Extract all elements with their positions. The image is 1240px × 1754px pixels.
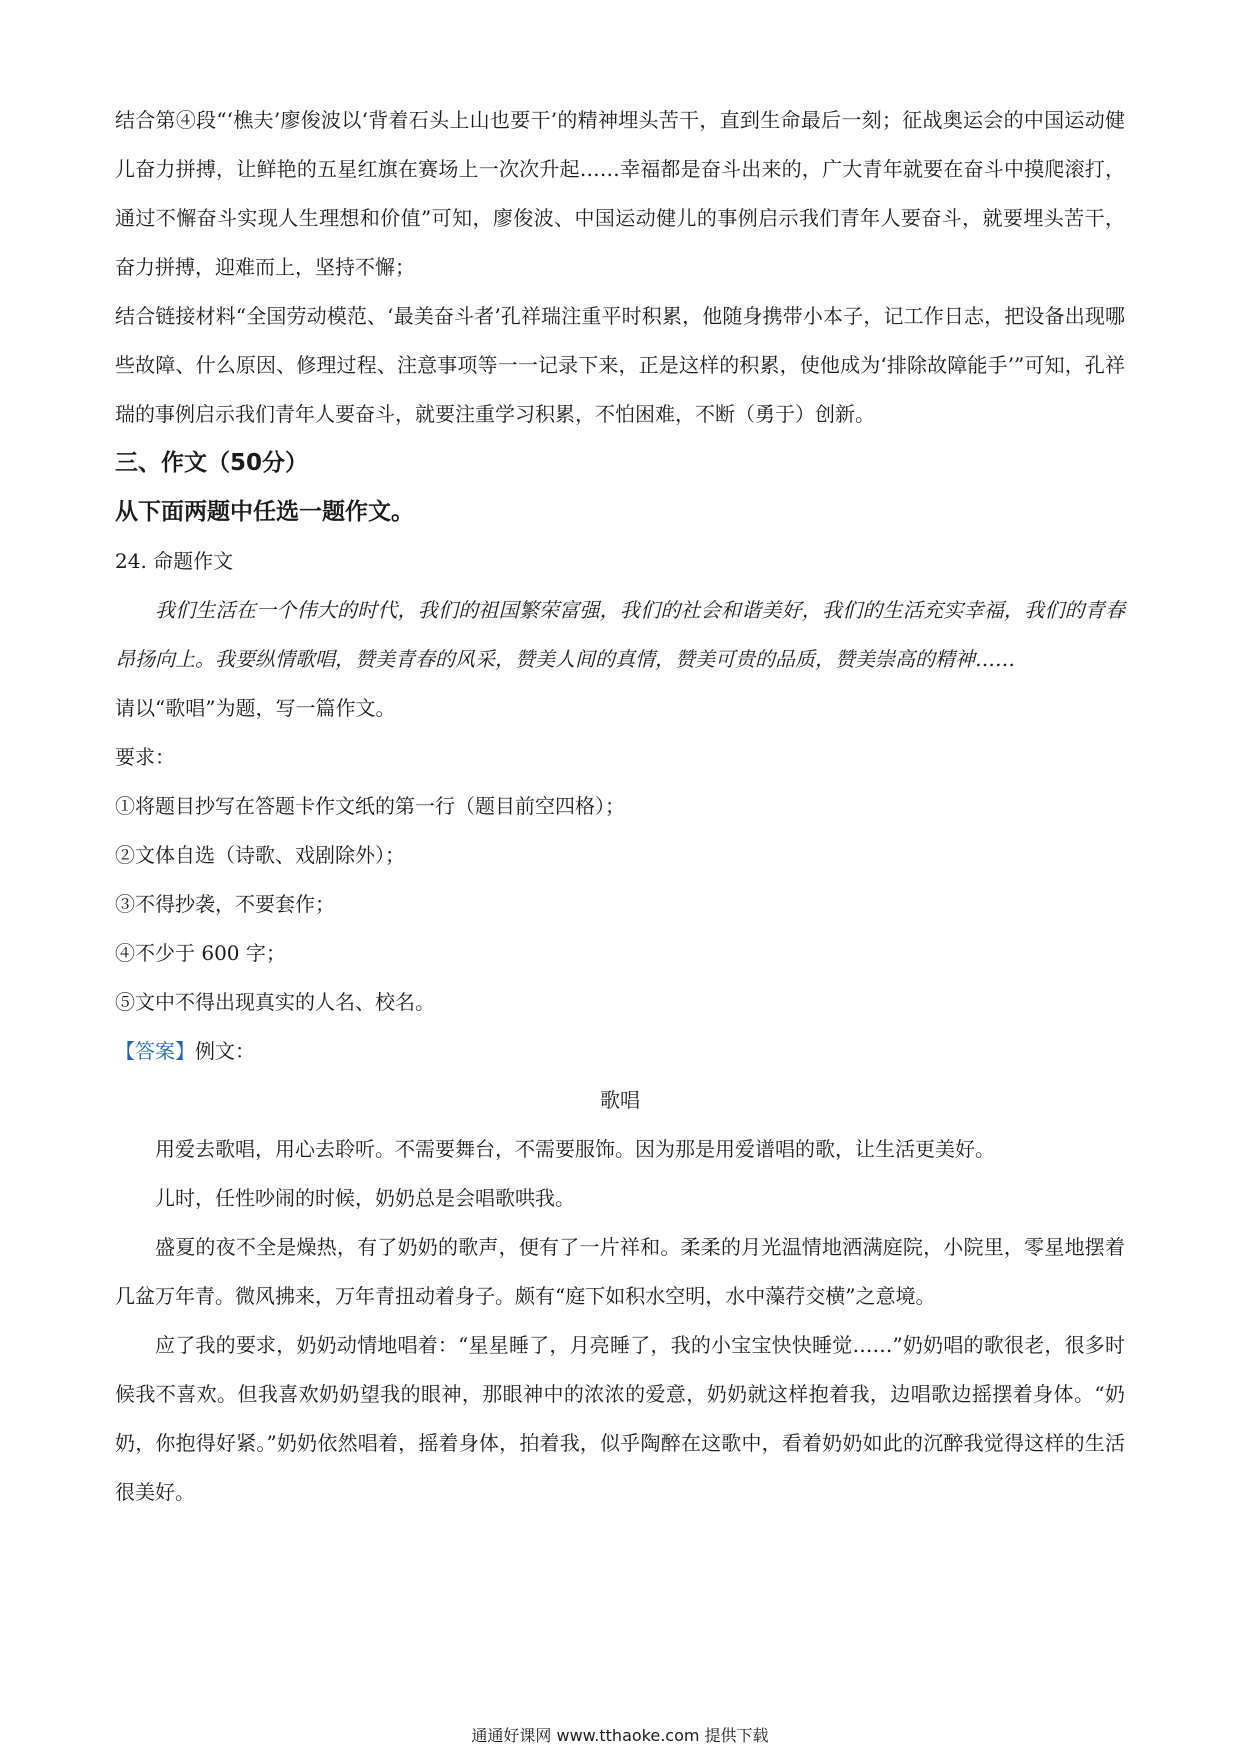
answer-label: 例文：	[195, 1039, 255, 1063]
requirement-item: ④不少于 600 字；	[115, 941, 286, 965]
analysis-paragraph-2: 结合链接材料“全国劳动模范、‘最美奋斗者’孔祥瑞注重平时积累，他随身携带小本子，记工作日志，把设备出现哪些故障、什么原因、修理过程、注意事项等一一记录下来，正是这样的积累，使他成为‘排除故障能手’”可知，孔祥瑞的事例启示我们青年人要奋斗，就要注重学习积累，不怕困难，不断（勇于）创新。	[115, 304, 1125, 426]
requirement-item: ①将题目抄写在答题卡作文纸的第一行（题目前空四格）；	[115, 794, 625, 818]
answer-line	[115, 1027, 1125, 1076]
essay-paragraph: 用爱去歌唱，用心去聆听。不需要舞台，不需要服饰。因为那是用爱谱唱的歌，让生活更美好。	[155, 1137, 995, 1161]
analysis-paragraph-1: 结合第④段“‘樵夫’廖俊波以‘背着石头上山也要干’的精神埋头苦干，直到生命最后一刻；征战奥运会的中国运动健儿奋力拼搏，让鲜艳的五星红旗在赛场上一次次升起……幸福都是奋斗出来的，广大青年就要在奋斗中摸爬滚打，通过不懈奋斗实现人生理想和价值”可知，廖俊波、中国运动健儿的事例启示我们青年人要奋斗，就要埋头苦干，奋力拼搏，迎难而上，坚持不懈；	[115, 108, 1125, 279]
essay-title: 歌唱	[600, 1088, 640, 1112]
section-heading: 三、作文（50分）	[115, 450, 309, 476]
requirements-label: 要求：	[115, 745, 175, 769]
answer-tag: 【答案】	[115, 1039, 195, 1063]
question-task: 请以“歌唱”为题，写一篇作文。	[115, 696, 396, 720]
requirement-item: ③不得抄袭，不要套作；	[115, 892, 335, 916]
section-instruction: 从下面两题中任选一题作文。	[115, 499, 414, 525]
question-label: 24. 命题作文	[115, 549, 234, 573]
question-prompt: 我们生活在一个伟大的时代，我们的祖国繁荣富强，我们的社会和谐美好，我们的生活充实幸福，我们的青春昂扬向上。我要纵情歌唱，赞美青春的风采，赞美人间的真情，赞美可贵的品质，赞美崇高的精神……	[115, 598, 1125, 671]
page-footer: 通通好课网 www.tthaoke.com 提供下载	[471, 1726, 769, 1745]
essay-paragraph: 应了我的要求，奶奶动情地唱着：“星星睡了，月亮睡了，我的小宝宝快快睡觉……”奶奶唱的歌很老，很多时候我不喜欢。但我喜欢奶奶望我的眼神，那眼神中的浓浓的爱意，奶奶就这样抱着我，边唱歌边摇摆着身体。“奶奶，你抱得好紧。”奶奶依然唱着，摇着身体，拍着我，似乎陶醉在这歌中，看着奶奶如此的沉醉我觉得这样的生活很美好。	[115, 1333, 1125, 1504]
requirement-item: ②文体自选（诗歌、戏剧除外）；	[115, 843, 405, 867]
page-content	[115, 96, 1125, 1517]
essay-paragraph: 儿时，任性吵闹的时候，奶奶总是会唱歌哄我。	[155, 1186, 575, 1210]
requirement-item: ⑤文中不得出现真实的人名、校名。	[115, 990, 435, 1014]
essay-paragraph: 盛夏的夜不全是燥热，有了奶奶的歌声，便有了一片祥和。柔柔的月光温情地洒满庭院，小院里，零星地摆着几盆万年青。微风拂来，万年青扭动着身子。颇有“庭下如积水空明，水中藻荇交横”之意境。	[115, 1235, 1125, 1308]
